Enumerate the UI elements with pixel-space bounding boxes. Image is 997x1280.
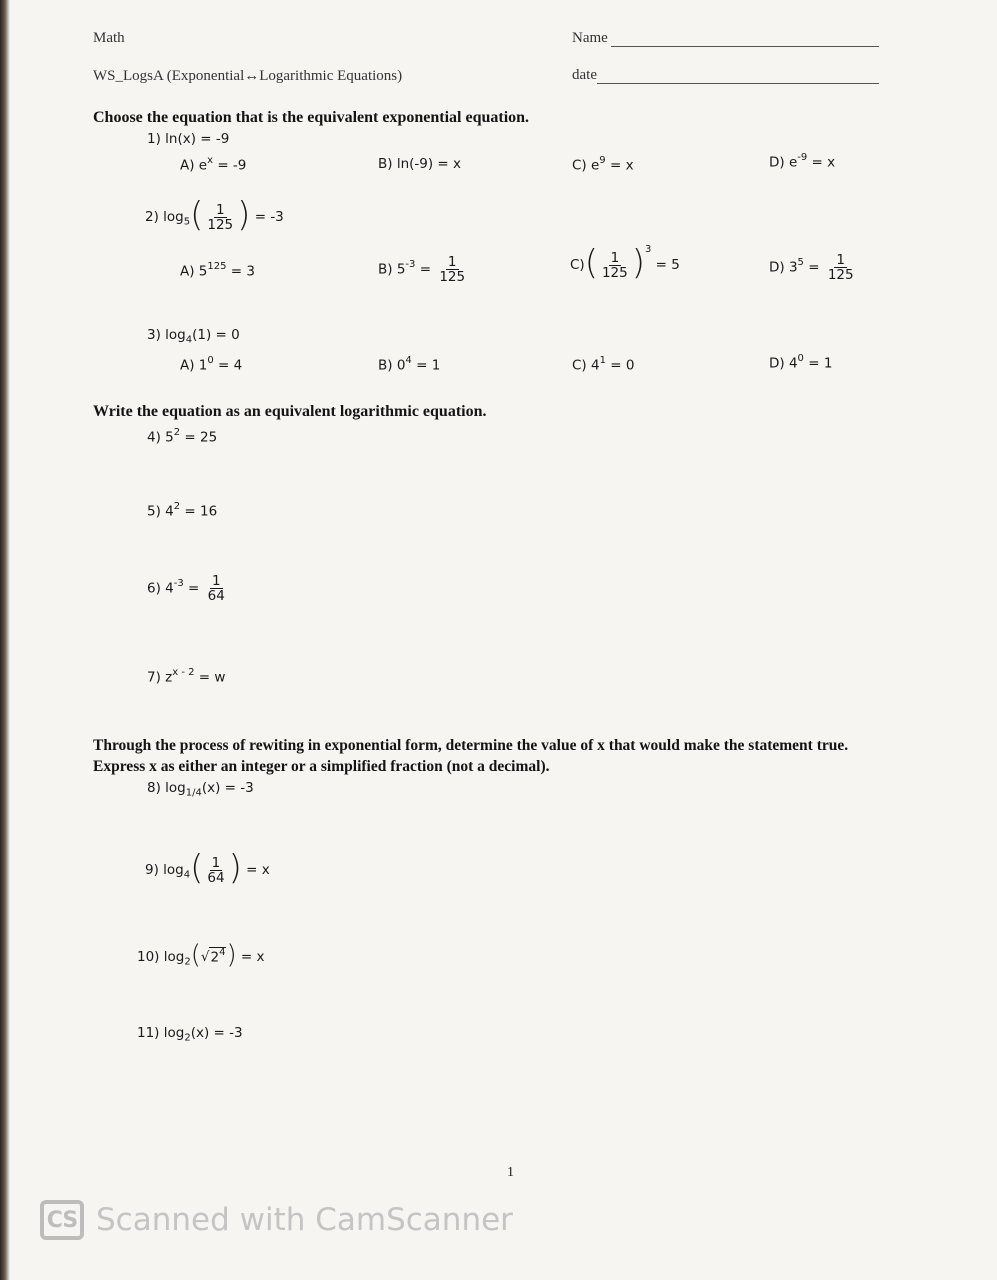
q2-choice-d[interactable]: D) $3^5$ = $\frac{1}{125}$ — [769, 252, 854, 283]
q3-choice-d[interactable]: D) $4^0 = 1$ — [769, 353, 833, 372]
date-label: date — [572, 67, 597, 83]
question-4: 4) $5^2 = 25$ — [147, 427, 218, 446]
question-1: 1) ln(x) = -9 — [147, 131, 230, 147]
section3-instruction-line2: Express x as either an integer or a simplified fraction (not a decimal). — [93, 758, 550, 775]
camscanner-logo-icon: CS — [40, 1200, 84, 1240]
q1-choice-a[interactable]: A) $e^x = -9$ — [180, 155, 247, 174]
question-6: 6) $4^{-3}$ = $\frac{1}{64}$ — [147, 573, 225, 604]
name-label: Name — [572, 30, 608, 46]
question-2: 2) $\log_5$( $\frac{1}{125}$ ) = -3 — [145, 195, 284, 235]
question-8: 8) $\log_{1/4}(x) = -3$ — [147, 780, 254, 799]
question-3: 3) $\log_4(1) = 0$ — [147, 327, 240, 346]
q2-choice-a[interactable]: A) $5^{125} = 3$ — [180, 261, 255, 280]
q2-choice-c[interactable]: C)( $\frac{1}{125}$ )$^3$ = 5 — [570, 243, 680, 283]
q1-choice-d[interactable]: D) $e^{-9} = x$ — [769, 152, 836, 171]
camscanner-watermark — [40, 1200, 513, 1240]
question-11: 11) $\log_2(x) = -3$ — [137, 1025, 243, 1044]
date-line[interactable] — [597, 83, 879, 84]
section3-instruction-line1: Through the process of rewiting in exponential form, determine the value of x that would make the statement true. — [93, 737, 849, 754]
q3-choice-b[interactable]: B) $0^4 = 1$ — [378, 355, 441, 374]
question-5: 5) $4^2 = 16$ — [147, 501, 218, 520]
worksheet-title: WS_LogsA (Exponential↔Logarithmic Equations) — [93, 68, 403, 84]
question-9: 9) $\log_4$( $\frac{1}{64}$ ) = x — [145, 848, 270, 888]
question-7: 7) $z^{x - 2} = w$ — [147, 667, 226, 686]
q1-choice-b[interactable]: B) ln(-9) = x — [378, 156, 462, 172]
subject-label: Math — [93, 30, 125, 46]
section2-instruction: Write the equation as an equivalent logarithmic equation. — [93, 403, 487, 420]
section1-instruction: Choose the equation that is the equivalent exponential equation. — [93, 109, 530, 126]
scan-edge-shadow — [0, 0, 10, 1280]
q3-choice-c[interactable]: C) $4^1 = 0$ — [572, 355, 635, 374]
q1-choice-c[interactable]: C) $e^9 = x$ — [572, 155, 634, 174]
q2-choice-b[interactable]: B) $5^{-3}$ = $\frac{1}{125}$ — [378, 254, 466, 285]
question-10: 10) $\log_2(√2^4) = x$ — [137, 940, 265, 970]
page-number: 1 — [507, 1165, 514, 1180]
camscanner-text: Scanned with CamScanner — [96, 1202, 513, 1238]
name-line[interactable] — [611, 46, 879, 47]
q3-choice-a[interactable]: A) $1^0 = 4$ — [180, 355, 243, 374]
